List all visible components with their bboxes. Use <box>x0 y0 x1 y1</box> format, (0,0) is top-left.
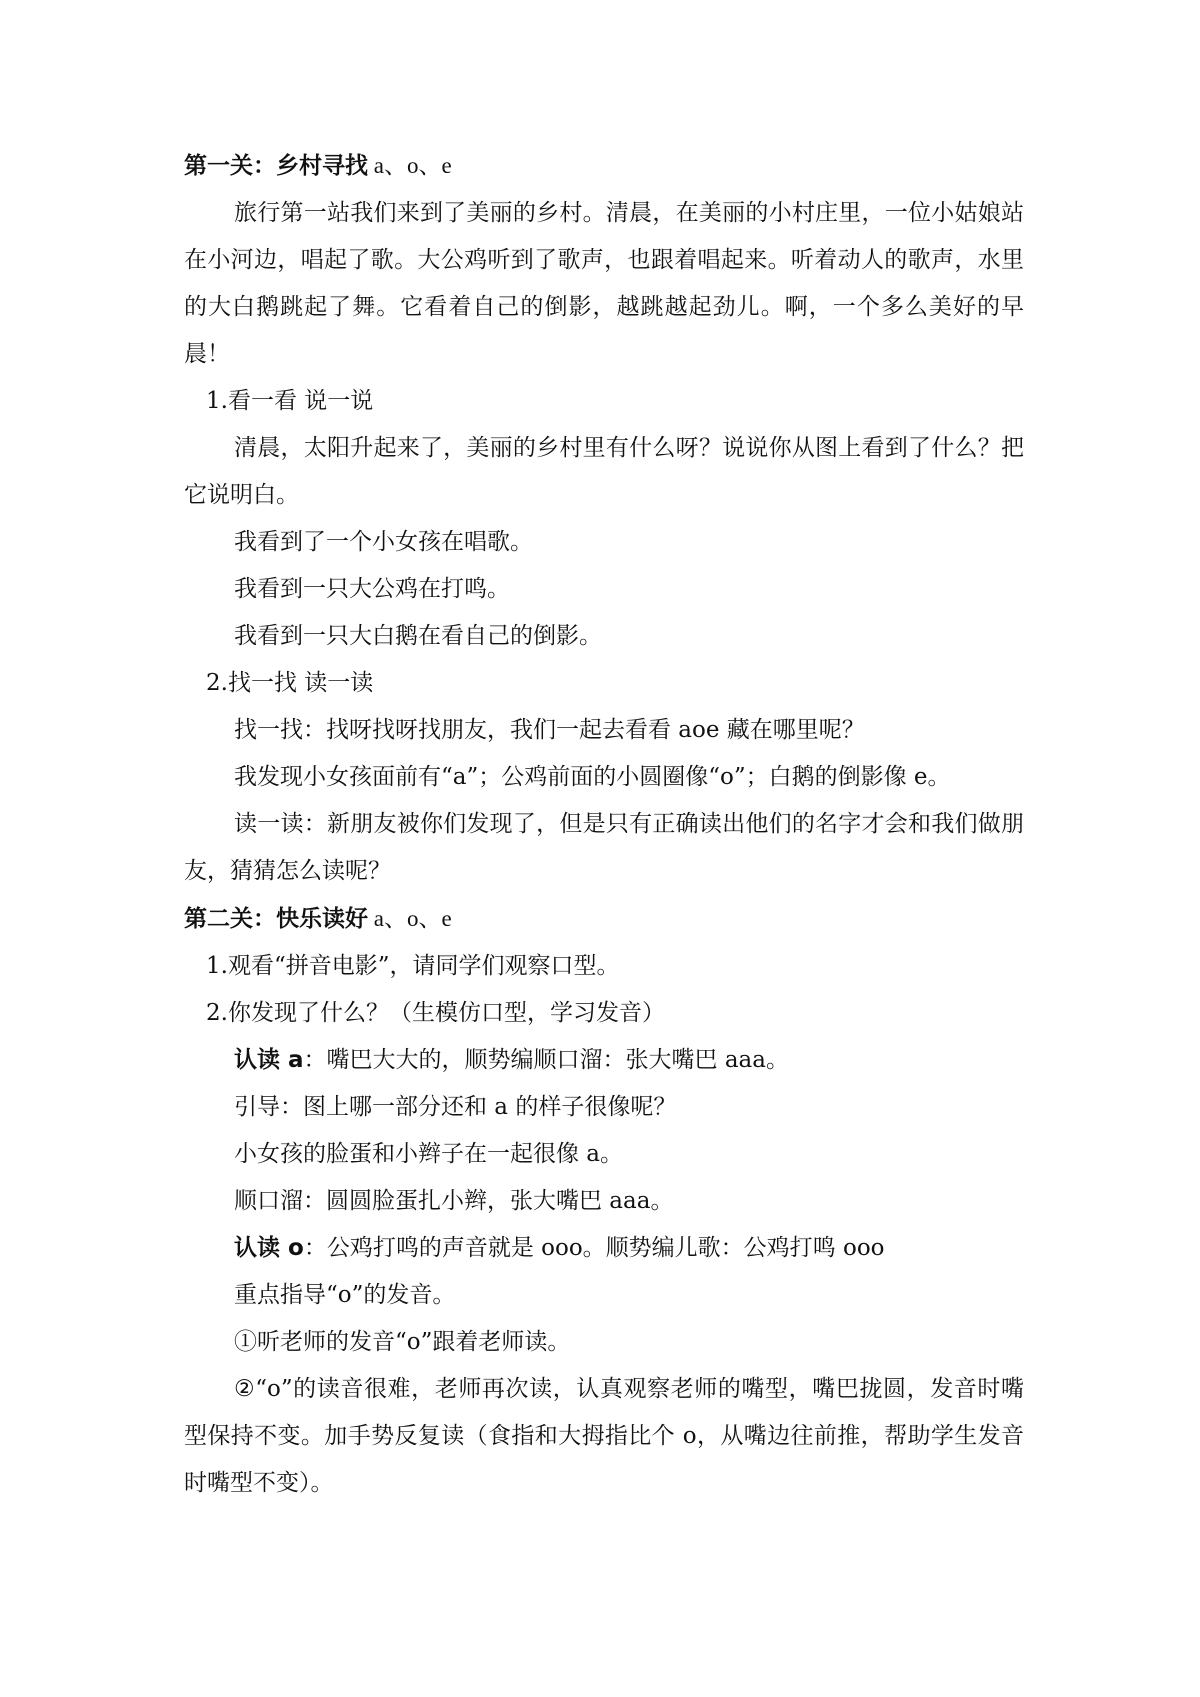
s2-item2: 2.你发现了什么？（生模仿口型，学习发音） <box>206 1000 665 1026</box>
item1-answer-1: 我看到了一个小女孩在唱歌。 <box>234 529 533 555</box>
read-a-text: ：嘴巴大大的，顺势编顺口溜：张大嘴巴 aaa。 <box>303 1047 789 1073</box>
section-heading-2-rest: a、o、e <box>368 906 452 931</box>
s2-item1: 1.观看“拼音电影”，请同学们观察口型。 <box>206 953 620 979</box>
rhyme-line: 顺口溜：圆圆脸蛋扎小辫，张大嘴巴 aaa。 <box>234 1188 674 1214</box>
intro-paragraph: 旅行第一站我们来到了美丽的乡村。清晨，在美丽的小村庄里，一位小姑娘站在小河边，唱起了歌。大公鸡听到了歌声，也跟着唱起来。听着动人的歌声，水里的大白鹅跳起了舞。它看着自己的倒影，越跳越起劲儿。啊，一个多么美好的早晨！ <box>184 200 1024 367</box>
item1-answer-2: 我看到一只大公鸡在打鸣。 <box>234 576 510 602</box>
read-o-line <box>184 1225 1024 1272</box>
item2-read: 读一读：新朋友被你们发现了，但是只有正确读出他们的名字才会和我们做朋友，猜猜怎么读呢？ <box>184 811 1024 884</box>
section-heading-1-bold: 第一关：乡村寻找 <box>184 153 368 179</box>
o-step-1: ①听老师的发音“o”跟着老师读。 <box>234 1329 571 1355</box>
item1-answer-3: 我看到一只大白鹅在看自己的倒影。 <box>234 623 602 649</box>
item1-question: 清晨，太阳升起来了，美丽的乡村里有什么呀？说说你从图上看到了什么？把它说明白。 <box>184 435 1024 508</box>
read-o-lead: 认读 o <box>234 1235 304 1261</box>
document-page <box>184 142 1024 1507</box>
guide-line: 引导：图上哪一部分还和 a 的样子很像呢？ <box>234 1094 677 1120</box>
o-step-2: ②“o”的读音很难，老师再次读，认真观察老师的嘴型，嘴巴拢圆，发音时嘴型保持不变。加手势反复读（食指和大拇指比个 o，从嘴边往前推，帮助学生发音时嘴型不变）。 <box>184 1376 1024 1496</box>
section-heading-2 <box>184 895 1024 943</box>
item1-title: 1.看一看 说一说 <box>206 388 374 414</box>
item2-title: 2.找一找 读一读 <box>206 670 374 696</box>
section-heading-2-bold: 第二关：快乐读好 <box>184 906 368 932</box>
read-o-text: ：公鸡打鸣的声音就是 ooo。顺势编儿歌：公鸡打鸣 ooo <box>303 1235 885 1261</box>
o-focus-line: 重点指导“o”的发音。 <box>234 1282 456 1308</box>
section-heading-1-rest: a、o、e <box>368 153 452 178</box>
item2-find: 找一找：找呀找呀找朋友，我们一起去看看 aoe 藏在哪里呢？ <box>234 717 865 743</box>
item2-found: 我发现小女孩面前有“a”；公鸡前面的小圆圈像“o”；白鹅的倒影像 e。 <box>234 764 951 790</box>
girl-line: 小女孩的脸蛋和小辫子在一起很像 a。 <box>234 1141 624 1167</box>
read-a-lead: 认读 a <box>234 1047 304 1073</box>
read-a-line <box>184 1037 1024 1084</box>
section-heading-1 <box>184 142 1024 190</box>
